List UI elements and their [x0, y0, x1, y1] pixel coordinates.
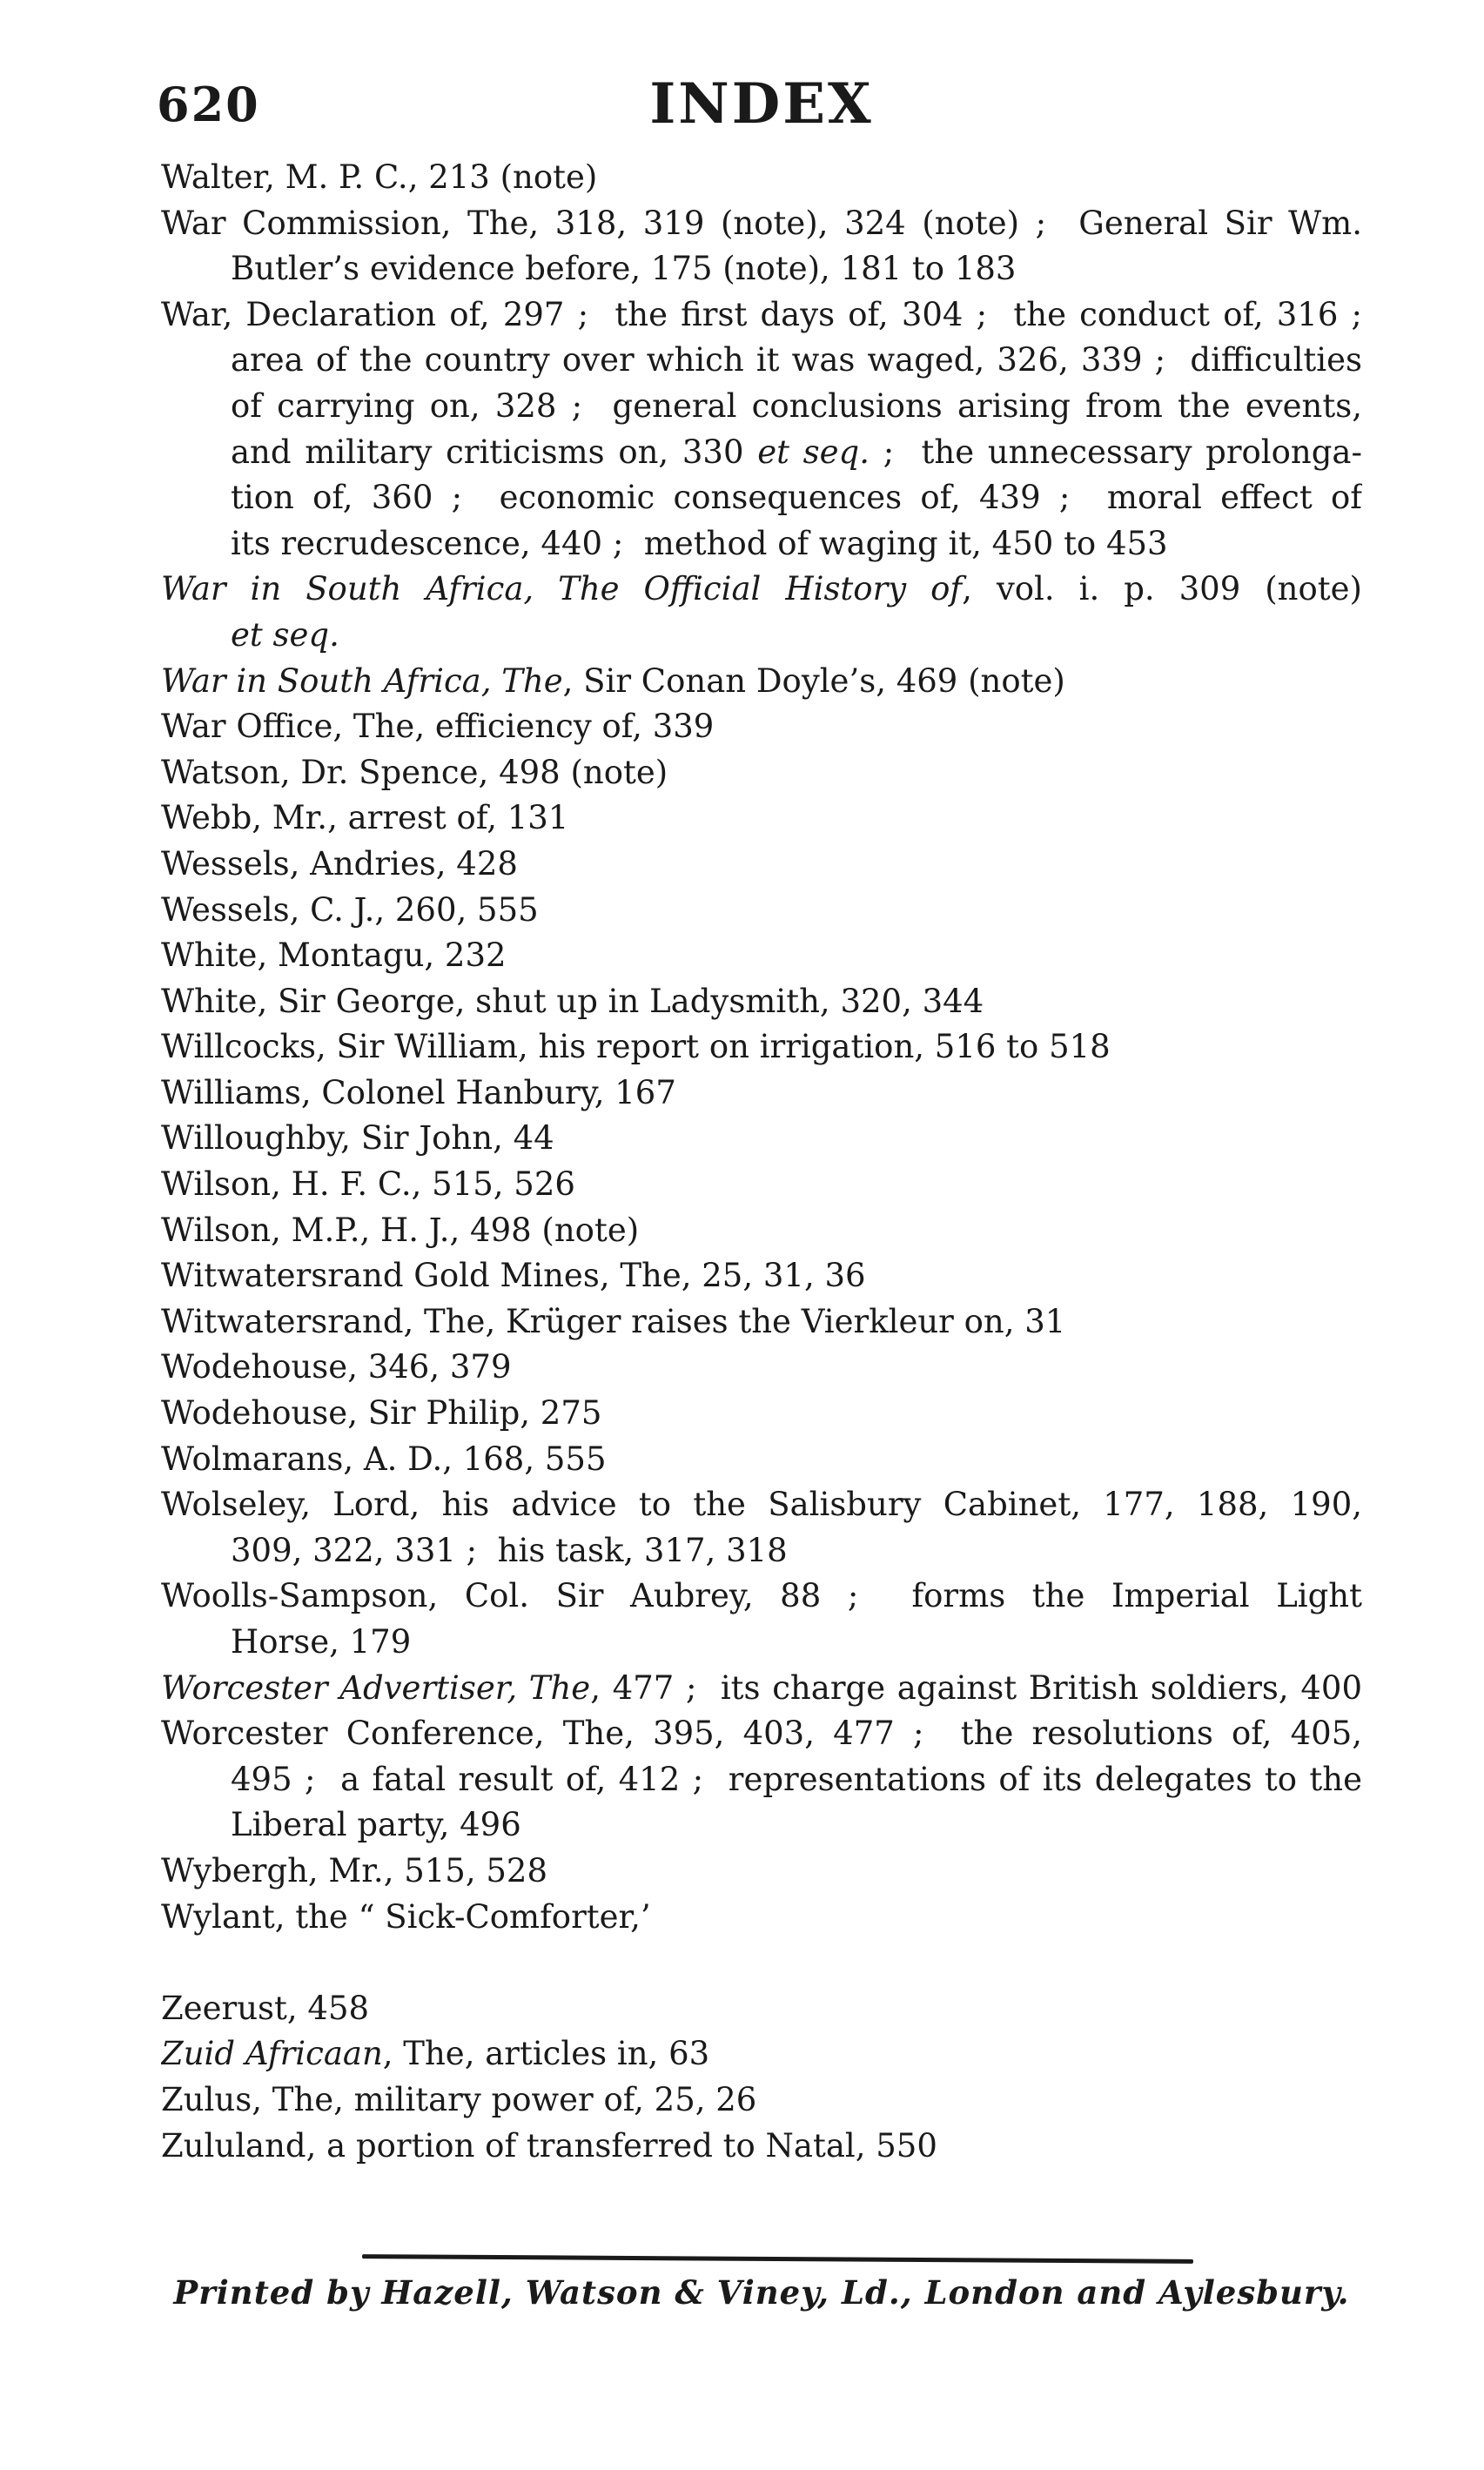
printer-imprint: Printed by Hazell, Watson & Viney, Ld., London and Aylesbury. — [173, 2273, 1350, 2312]
index-line-segment: Watson, Dr. Spence, 498 (note) — [161, 753, 668, 791]
index-line-segment: Liberal party, 496 — [231, 1806, 521, 1844]
index-line — [161, 1345, 1362, 1391]
index-line-segment: War Commission, The, 318, 319 (note), 324 (note) ; General Sir Wm. — [161, 204, 1362, 242]
index-line-segment: et seq. — [757, 433, 870, 471]
index-line-segment: Willcocks, Sir William, his report on irrigation, 516 to 518 — [161, 1028, 1111, 1066]
index-line-segment: et seq. — [231, 615, 339, 654]
index-line — [161, 1299, 1362, 1346]
index-line — [161, 1116, 1362, 1162]
index-line — [161, 2031, 1362, 2077]
index-line — [161, 246, 1362, 292]
index-line — [161, 2077, 1362, 2124]
index-line-segment: Worcester Conference, The, 395, 403, 477 ; the resolutions of, 405, — [161, 1715, 1362, 1753]
index-line-segment: White, Sir George, shut up in Ladysmith, 320, 344 — [161, 982, 984, 1020]
index-line-segment: its recrudescence, 440 ; method of waging it, 450 to 453 — [231, 524, 1168, 562]
index-line — [161, 1391, 1362, 1437]
index-line — [161, 888, 1362, 934]
index-line — [161, 979, 1362, 1025]
index-line — [161, 1437, 1362, 1483]
index-line — [161, 659, 1362, 705]
index-line — [161, 1208, 1362, 1254]
index-line-segment: Witwatersrand, The, Krüger raises the Vierkleur on, 31 — [161, 1302, 1066, 1340]
index-line-segment: 495 ; a fatal result of, 412 ; representations of its delegates to the — [231, 1760, 1362, 1798]
index-line — [161, 1024, 1362, 1071]
index-line — [161, 1482, 1362, 1528]
index-line-segment: Wilson, H. F. C., 515, 526 — [161, 1165, 575, 1204]
index-line-segment: Wolmarans, A. D., 168, 555 — [161, 1440, 607, 1478]
index-line — [161, 1711, 1362, 1757]
index-line — [161, 1071, 1362, 1117]
index-line — [161, 842, 1362, 888]
index-line-segment: area of the country over which it was waged, 326, 339 ; difficulties — [231, 341, 1362, 379]
index-line-segment: Zuid Africaan — [161, 2035, 383, 2073]
index-line — [161, 1253, 1362, 1299]
index-line-segment: White, Montagu, 232 — [161, 936, 507, 975]
index-line-segment: tion of, 360 ; economic consequences of, 439 ; moral effect of — [231, 479, 1362, 517]
index-line-segment: War in South Africa, The — [161, 661, 563, 700]
index-line-segment: , 477 ; its charge against British soldiers, 400 — [590, 1668, 1362, 1707]
index-line — [161, 795, 1362, 842]
index-line-segment: Wodehouse, 346, 379 — [161, 1348, 512, 1386]
index-line — [161, 1802, 1362, 1849]
index-line — [161, 521, 1362, 567]
index-line-segment: Walter, M. P. C., 213 (note) — [161, 158, 598, 196]
index-line-segment: Willoughby, Sir John, 44 — [161, 1119, 554, 1158]
page-title: INDEX — [649, 71, 874, 137]
index-line-segment: Butler’s evidence before, 175 (note), 181 to 183 — [231, 250, 1017, 288]
index-line-segment: Zululand, a portion of transferred to Natal, 550 — [161, 2126, 937, 2165]
index-line — [161, 384, 1362, 430]
index-line — [161, 1162, 1362, 1208]
page-number: 620 — [157, 77, 260, 132]
index-line — [161, 1528, 1362, 1574]
index-line-segment: of carrying on, 328 ; general conclusions arising from the events, — [231, 386, 1362, 425]
index-line-segment: Horse, 179 — [231, 1623, 412, 1661]
index-line — [161, 1986, 1362, 2032]
index-line-segment: War, Declaration of, 297 ; the first days of, 304 ; the conduct of, 316 ; — [161, 295, 1362, 333]
index-line-segment: Williams, Colonel Hanbury, 167 — [161, 1073, 676, 1111]
index-line-segment: 309, 322, 331 ; his task, 317, 318 — [231, 1531, 788, 1569]
index-line — [161, 1849, 1362, 1895]
index-line — [161, 2124, 1362, 2170]
index-line-segment: Witwatersrand Gold Mines, The, 25, 31, 36 — [161, 1257, 866, 1295]
index-line — [161, 1574, 1362, 1620]
index-line — [161, 750, 1362, 796]
index-line-segment: Wolseley, Lord, his advice to the Salisbury Cabinet, 177, 188, 190, — [161, 1486, 1362, 1524]
index-line — [161, 933, 1362, 979]
index-line — [161, 1666, 1362, 1712]
index-line-segment: Zulus, The, military power of, 25, 26 — [161, 2080, 757, 2118]
index-line-segment: Wilson, M.P., H. J., 498 (note) — [161, 1211, 640, 1249]
index-line-segment: Zeerust, 458 — [161, 1989, 370, 2027]
footer-rule — [362, 2254, 1193, 2264]
index-line-segment: War in South Africa, The Official History of — [161, 570, 963, 608]
index-line — [161, 1895, 1362, 1941]
index-line-segment: War Office, The, efficiency of, 339 — [161, 708, 715, 746]
index-line-segment: Wybergh, Mr., 515, 528 — [161, 1851, 547, 1889]
index-line — [161, 475, 1362, 521]
index-line — [161, 292, 1362, 339]
index-line — [161, 155, 1362, 201]
index-line — [161, 430, 1362, 476]
index-line-segment: , Sir Conan Doyle’s, 469 (note) — [562, 661, 1065, 700]
index-line-segment: Woolls-Sampson, Col. Sir Aubrey, 88 ; forms the Imperial Light — [161, 1577, 1362, 1615]
index-line — [161, 201, 1362, 247]
index-line-segment: Webb, Mr., arrest of, 131 — [161, 799, 569, 837]
index-line-segment: Wodehouse, Sir Philip, 275 — [161, 1394, 602, 1433]
index-line — [161, 704, 1362, 750]
index-line-segment: ; the unnecessary prolonga- — [870, 433, 1362, 471]
index-entries — [161, 155, 1362, 2169]
index-line — [161, 1620, 1362, 1666]
index-line-segment: and military criticisms on, 330 — [231, 433, 758, 471]
index-line-segment: , The, articles in, 63 — [382, 2035, 710, 2073]
index-line — [161, 613, 1362, 659]
index-line-segment: Wylant, the “ Sick-Comforter,’ — [161, 1897, 651, 1936]
blank-line — [161, 1940, 1362, 1986]
index-line — [161, 338, 1362, 384]
index-line-segment: Wessels, C. J., 260, 555 — [161, 890, 539, 929]
index-line-segment: Worcester Advertiser, The — [161, 1668, 591, 1707]
index-line-segment: Wessels, Andries, 428 — [161, 844, 518, 883]
index-line — [161, 567, 1362, 613]
index-line-segment: , vol. i. p. 309 (note) — [962, 570, 1362, 608]
index-line — [161, 1757, 1362, 1803]
